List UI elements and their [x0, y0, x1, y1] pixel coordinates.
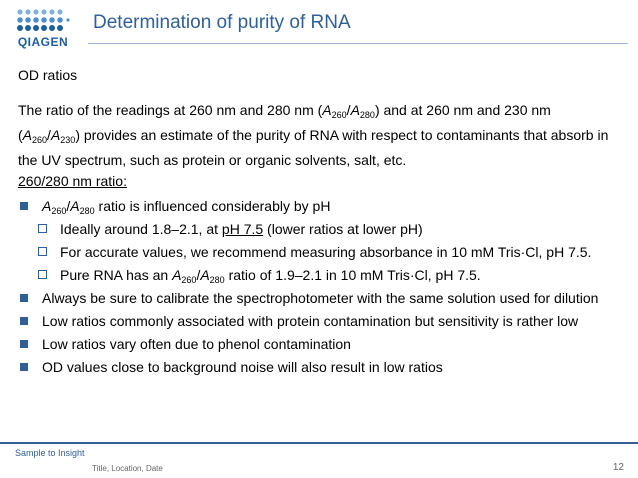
- intro-sub-1: 260: [331, 110, 347, 120]
- list-item: [18, 266, 633, 289]
- list-item: [18, 312, 633, 335]
- page-number: 12: [612, 462, 624, 473]
- sub-bullet-box-icon: [38, 224, 47, 233]
- intro-var-2: A: [350, 102, 360, 118]
- bullet-text: [42, 197, 330, 220]
- sub3-sub-2: 280: [209, 275, 225, 285]
- intro-slash-1: /: [346, 102, 351, 118]
- footer-divider: [0, 442, 638, 444]
- bullet-text: Low ratios vary often due to phenol contamination: [42, 336, 351, 352]
- intro-sub-2: 280: [359, 110, 375, 120]
- sub3-sub-1: 260: [181, 275, 197, 285]
- sub3-pre: Pure RNA has an: [60, 267, 173, 283]
- bullet-text: Always be sure to calibrate the spectrophotometer with the same solution used for dilution: [42, 290, 599, 306]
- section-heading: OD ratios: [18, 67, 78, 83]
- sub3-var-2: A: [200, 267, 210, 283]
- b1-rest: ratio is influenced considerably by pH: [94, 198, 331, 214]
- intro-text-5: the UV spectrum, such as protein or organic solvents, salt, etc.: [18, 152, 407, 168]
- footer-tagline: Sample to Insight: [15, 448, 85, 458]
- sub3-var-1: A: [172, 267, 182, 283]
- ratio-heading: 260/280 nm ratio:: [18, 173, 127, 189]
- sub-bullet-text: [60, 266, 481, 289]
- intro-var-1: A: [322, 102, 332, 118]
- intro-sub-4: 230: [60, 135, 76, 145]
- bullet-text: Low ratios commonly associated with protein contamination but sensitivity is rather low: [42, 313, 579, 329]
- list-item: [18, 220, 633, 243]
- sub-bullet-text: [60, 220, 423, 238]
- sub3-slash: /: [196, 267, 201, 283]
- sub1-post: (lower ratios at lower pH): [263, 221, 423, 237]
- b1-sub-2: 280: [79, 206, 95, 216]
- bullet-square-icon: [20, 294, 28, 302]
- intro-paragraph: [18, 100, 628, 170]
- intro-var-4: A: [50, 127, 61, 143]
- list-item: [18, 289, 633, 312]
- intro-text-3: (: [18, 127, 23, 143]
- intro-var-3: A: [22, 127, 33, 143]
- logo-wordmark: QIAGEN: [17, 35, 69, 49]
- list-item: [18, 335, 633, 358]
- bullet-square-icon: [20, 340, 28, 348]
- sub1-pre: Ideally around 1.8–2.1, at: [60, 221, 222, 237]
- sub-bullet-box-icon: [38, 270, 47, 279]
- list-item: [18, 197, 633, 220]
- sub-bullet-box-icon: [38, 247, 47, 256]
- slide-title: Determination of purity of RNA: [93, 12, 351, 33]
- intro-text-1: The ratio of the readings at 260 nm and 280 nm (: [18, 102, 323, 118]
- intro-text-2: ) and at 260 nm and 230 nm: [374, 102, 551, 118]
- ph-link[interactable]: pH 7.5: [221, 221, 264, 237]
- bullet-text: OD values close to background noise will also result in low ratios: [42, 359, 443, 375]
- bullet-list: [18, 197, 633, 381]
- footer-meta: Title, Location, Date: [92, 464, 163, 473]
- qiagen-logo: [10, 8, 76, 48]
- bullet-square-icon: [20, 363, 28, 371]
- intro-text-4: ) provides an estimate of the purity of RNA with respect to contaminants that absorb in: [75, 127, 609, 143]
- b1-slash: /: [66, 198, 71, 214]
- title-divider: [88, 43, 628, 44]
- list-item: [18, 358, 633, 381]
- intro-sub-3: 260: [32, 135, 48, 145]
- b1-var-1: A: [42, 198, 52, 214]
- b1-var-2: A: [70, 198, 80, 214]
- sub3-post: ratio of 1.9–2.1 in 10 mM Tris·Cl, pH 7.5.: [224, 267, 481, 283]
- sub-bullet-text: For accurate values, we recommend measuring absorbance in 10 mM Tris·Cl, pH 7.5.: [60, 244, 592, 260]
- b1-sub-1: 260: [51, 206, 67, 216]
- list-item: [18, 243, 633, 266]
- bullet-square-icon: [20, 317, 28, 325]
- bullet-square-icon: [20, 202, 28, 210]
- intro-slash-2: /: [47, 127, 51, 143]
- logo-dot-grid: [16, 8, 70, 34]
